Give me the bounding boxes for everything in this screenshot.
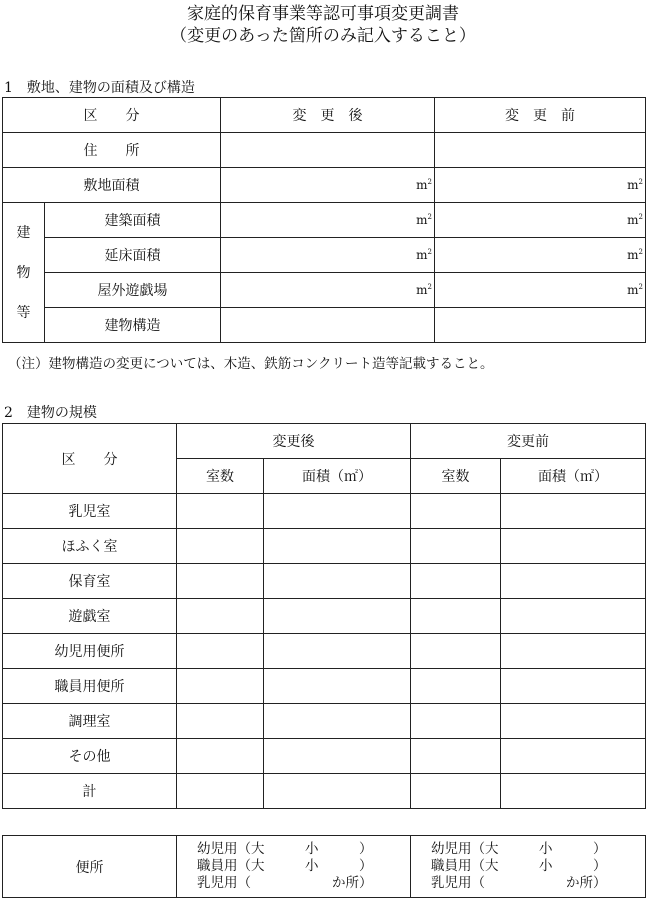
rooms-before-cell[interactable] (411, 564, 501, 599)
row-label-building-area: 建築面積 (45, 203, 221, 238)
building-area-before-cell[interactable] (435, 203, 646, 238)
address-before-cell[interactable] (435, 133, 646, 168)
area-before-cell[interactable] (501, 704, 646, 739)
outdoor-play-before-cell[interactable] (435, 273, 646, 308)
unit-superscript: 2 (427, 178, 432, 186)
rooms-after-cell[interactable] (177, 669, 264, 704)
area-before-cell[interactable] (501, 529, 646, 564)
rooms-before-cell[interactable] (411, 669, 501, 704)
toilet-before-cell[interactable] (411, 836, 646, 898)
table-row (3, 774, 646, 809)
rooms-before-cell[interactable] (411, 634, 501, 669)
toilet-after-cell[interactable] (177, 836, 411, 898)
address-after-cell[interactable] (221, 133, 435, 168)
document-title: 家庭的保育事業等認可事項変更調書 (187, 4, 459, 24)
rooms-before-cell[interactable] (411, 494, 501, 529)
toilet-line: 幼児用（大 小 ） (197, 841, 373, 857)
structure-note: （注）建物構造の変更については、木造、鉄筋コンクリート造等記載すること。 (8, 356, 494, 372)
area-after-cell[interactable] (264, 494, 411, 529)
area-after-cell[interactable] (264, 634, 411, 669)
site-building-table (2, 97, 646, 343)
subheader-area-after: 面積（㎡） (264, 459, 411, 494)
table-row (3, 704, 646, 739)
section2-heading: 2 建物の規模 (4, 405, 97, 421)
unit-label: m (416, 213, 428, 227)
building-group-label (3, 203, 45, 343)
building-area-after-cell[interactable] (221, 203, 435, 238)
unit-superscript: 2 (638, 248, 643, 256)
row-label-outdoor-play: 屋外遊戯場 (45, 273, 221, 308)
unit-label: m (416, 248, 428, 262)
site-area-before-cell[interactable] (435, 168, 646, 203)
unit-label: m (627, 283, 639, 297)
unit-label: m (627, 178, 639, 192)
toilet-label: 便所 (3, 836, 177, 898)
floor-area-after-cell[interactable] (221, 238, 435, 273)
row-label-site-area: 敷地面積 (3, 168, 221, 203)
header-after: 変更後 (177, 424, 411, 459)
rooms-after-cell[interactable] (177, 634, 264, 669)
site-area-after-cell[interactable] (221, 168, 435, 203)
area-before-cell[interactable] (501, 634, 646, 669)
unit-superscript: 2 (638, 283, 643, 291)
subheader-rooms-after: 室数 (177, 459, 264, 494)
toilet-line: 幼児用（大 小 ） (431, 841, 607, 857)
unit-label: m (416, 283, 428, 297)
toilet-line: 職員用（大 小 ） (431, 858, 607, 874)
rooms-after-cell[interactable] (177, 529, 264, 564)
header-before: 変更前 (411, 424, 646, 459)
unit-label: m (416, 178, 428, 192)
subheader-rooms-before: 室数 (411, 459, 501, 494)
rooms-after-cell[interactable] (177, 599, 264, 634)
rooms-after-cell[interactable] (177, 564, 264, 599)
table-row (3, 564, 646, 599)
row-label-address: 住 所 (3, 133, 221, 168)
area-after-cell[interactable] (264, 599, 411, 634)
toilet-line: 職員用（大 小 ） (197, 858, 373, 874)
group-char: 建 (16, 224, 31, 241)
row-label: 幼児用便所 (3, 634, 177, 669)
table-row (3, 669, 646, 704)
header-before: 変 更 前 (435, 98, 646, 133)
area-after-cell[interactable] (264, 704, 411, 739)
area-after-cell[interactable] (264, 529, 411, 564)
row-label-floor-area: 延床面積 (45, 238, 221, 273)
rooms-before-cell[interactable] (411, 739, 501, 774)
area-before-cell[interactable] (501, 774, 646, 809)
building-scale-table (2, 423, 646, 809)
table-row (3, 634, 646, 669)
rooms-before-cell[interactable] (411, 704, 501, 739)
structure-before-cell[interactable] (435, 308, 646, 343)
table-row (3, 494, 646, 529)
row-label: 調理室 (3, 704, 177, 739)
unit-superscript: 2 (427, 248, 432, 256)
group-char: 物 (16, 264, 31, 281)
area-after-cell[interactable] (264, 669, 411, 704)
table-row (3, 529, 646, 564)
area-before-cell[interactable] (501, 564, 646, 599)
rooms-after-cell[interactable] (177, 739, 264, 774)
floor-area-before-cell[interactable] (435, 238, 646, 273)
document-subtitle: （変更のあった箇所のみ記入すること） (170, 26, 476, 46)
row-label: その他 (3, 739, 177, 774)
header-category: 区 分 (3, 424, 177, 494)
header-after: 変 更 後 (221, 98, 435, 133)
structure-after-cell[interactable] (221, 308, 435, 343)
row-label: 乳児室 (3, 494, 177, 529)
row-label: 遊戯室 (3, 599, 177, 634)
unit-label: m (627, 248, 639, 262)
rooms-before-cell[interactable] (411, 774, 501, 809)
row-label: 職員用便所 (3, 669, 177, 704)
row-label: 保育室 (3, 564, 177, 599)
area-before-cell[interactable] (501, 739, 646, 774)
group-char: 等 (16, 304, 31, 321)
unit-superscript: 2 (427, 213, 432, 221)
unit-superscript: 2 (427, 283, 432, 291)
unit-superscript: 2 (638, 213, 643, 221)
area-after-cell[interactable] (264, 774, 411, 809)
area-after-cell[interactable] (264, 739, 411, 774)
row-label-structure: 建物構造 (45, 308, 221, 343)
row-label-total: 計 (3, 774, 177, 809)
subheader-area-before: 面積（㎡） (501, 459, 646, 494)
header-category: 区 分 (3, 98, 221, 133)
area-after-cell[interactable] (264, 564, 411, 599)
outdoor-play-after-cell[interactable] (221, 273, 435, 308)
table-row (3, 599, 646, 634)
unit-label: m (627, 213, 639, 227)
table-row (3, 739, 646, 774)
unit-superscript: 2 (638, 178, 643, 186)
toilet-table (2, 835, 646, 898)
section1-heading: 1 敷地、建物の面積及び構造 (4, 80, 195, 96)
area-before-cell[interactable] (501, 599, 646, 634)
rooms-after-cell[interactable] (177, 494, 264, 529)
rooms-after-cell[interactable] (177, 704, 264, 739)
rooms-before-cell[interactable] (411, 529, 501, 564)
row-label: ほふく室 (3, 529, 177, 564)
area-before-cell[interactable] (501, 669, 646, 704)
rooms-before-cell[interactable] (411, 599, 501, 634)
toilet-line: 乳児用（ か所） (197, 875, 373, 891)
area-before-cell[interactable] (501, 494, 646, 529)
toilet-line: 乳児用（ か所） (431, 875, 607, 891)
rooms-after-cell[interactable] (177, 774, 264, 809)
